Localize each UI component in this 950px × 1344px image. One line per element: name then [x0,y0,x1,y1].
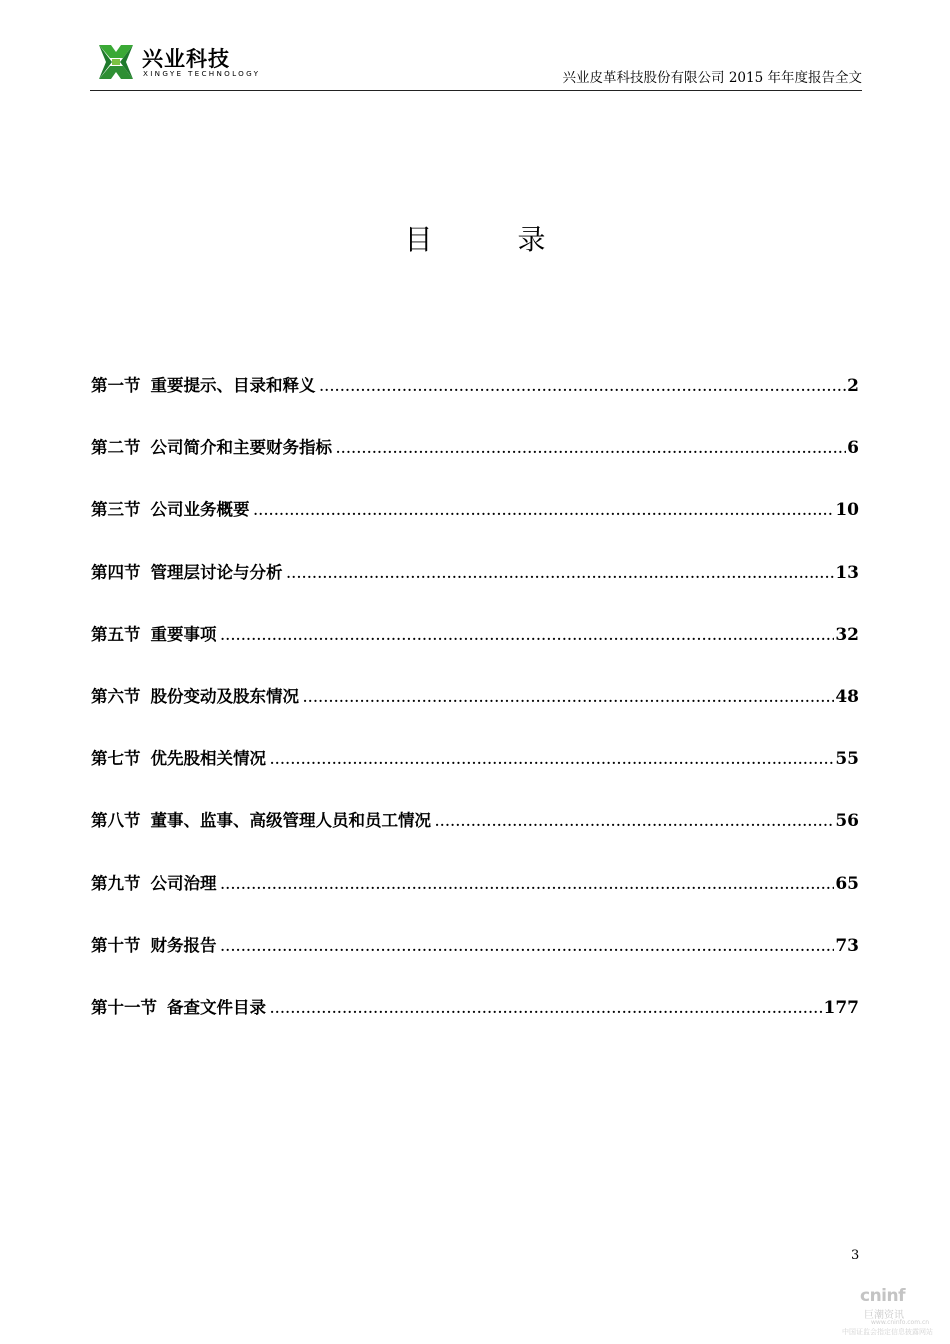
watermark-subtitle: 中国证监会指定信息披露网站 [842,1328,933,1336]
toc-section-number: 第九节 [91,873,141,893]
toc-entry[interactable] [91,621,859,683]
toc-section-title: 重要提示、目录和释义 [150,376,316,395]
toc-entry-label [91,932,217,956]
toc-dot-leader [336,442,846,456]
toc-section-number: 第五节 [91,624,141,644]
toc-page-number: 6 [847,438,859,459]
toc-entry-label [91,745,266,769]
toc-page-number: 55 [835,749,859,770]
logo-text: 兴业科技 [142,47,230,71]
toc-dot-leader [270,753,834,767]
toc-page-number: 13 [835,562,859,583]
toc-section-number: 第十一节 [91,997,157,1017]
toc-entry[interactable] [91,372,859,434]
toc-section-number: 第六节 [91,686,141,706]
toc-entry-label [91,621,217,645]
toc-entry-label [91,807,431,831]
toc-page-number: 177 [823,997,859,1018]
page-header [90,38,862,91]
watermark-brand: cninf [860,1286,906,1306]
toc-entry-label [91,372,316,396]
toc-section-title: 备查文件目录 [167,997,266,1017]
toc-entry-label [91,496,250,520]
document-header-title: 兴业皮革科技股份有限公司 2015 年年度报告全文 [562,70,862,86]
toc-section-title: 股份变动及股东情况 [150,686,299,706]
toc-dot-leader [221,629,835,643]
toc-section-title: 管理层讨论与分析 [150,562,283,582]
toc-section-number: 第四节 [91,562,141,582]
toc-entry[interactable] [91,559,859,621]
toc-entry-label [91,434,332,458]
toc-dot-leader [254,504,835,518]
toc-section-number: 第一节 [91,376,141,395]
toc-entry[interactable] [91,496,859,558]
cninfo-watermark [838,1284,948,1342]
toc-entry-label [91,559,283,583]
toc-entry[interactable] [91,870,859,932]
table-of-contents [91,372,859,1056]
toc-dot-leader [287,567,835,581]
toc-dot-leader [270,1002,823,1016]
toc-section-number: 第三节 [91,500,141,520]
toc-section-title: 公司治理 [150,873,217,893]
toc-page-number: 65 [835,873,859,894]
toc-section-title: 优先股相关情况 [150,749,266,769]
toc-section-number: 第十节 [91,935,141,955]
toc-section-title: 董事、监事、高级管理人员和员工情况 [150,811,431,831]
toc-entry[interactable] [91,807,859,869]
toc-dot-leader [320,380,847,394]
toc-entry[interactable] [91,434,859,496]
toc-page-number: 56 [835,811,859,832]
toc-dot-leader [221,878,835,892]
toc-section-number: 第二节 [91,438,141,458]
toc-section-title: 公司业务概要 [150,500,250,520]
toc-section-title: 财务报告 [150,935,217,955]
toc-entry[interactable] [91,994,859,1056]
toc-section-number: 第七节 [91,749,141,769]
toc-entry[interactable] [91,745,859,807]
toc-page-number: 32 [835,624,859,645]
toc-entry-label [91,994,266,1018]
toc-section-title: 重要事项 [150,624,217,644]
watermark-url: www.cninfo.com.cn [871,1319,930,1326]
xingye-logo-icon [96,42,136,82]
page-title: 目 录 [404,223,584,256]
watermark-name: 巨潮资讯 [864,1310,904,1321]
toc-dot-leader [221,940,835,954]
page-number: 3 [851,1248,860,1263]
toc-page-number: 10 [835,500,859,521]
toc-section-number: 第八节 [91,811,141,831]
toc-entry-label [91,683,299,707]
toc-page-number: 48 [835,686,859,707]
toc-dot-leader [303,691,834,705]
toc-entry[interactable] [91,683,859,745]
toc-page-number: 73 [835,935,859,956]
toc-entry-label [91,870,217,894]
logo-subtext: XINGYE TECHNOLOGY [143,69,261,78]
toc-page-number: 2 [847,376,859,396]
toc-dot-leader [435,815,834,829]
toc-section-title: 公司简介和主要财务指标 [150,438,332,458]
toc-entry[interactable] [91,932,859,994]
